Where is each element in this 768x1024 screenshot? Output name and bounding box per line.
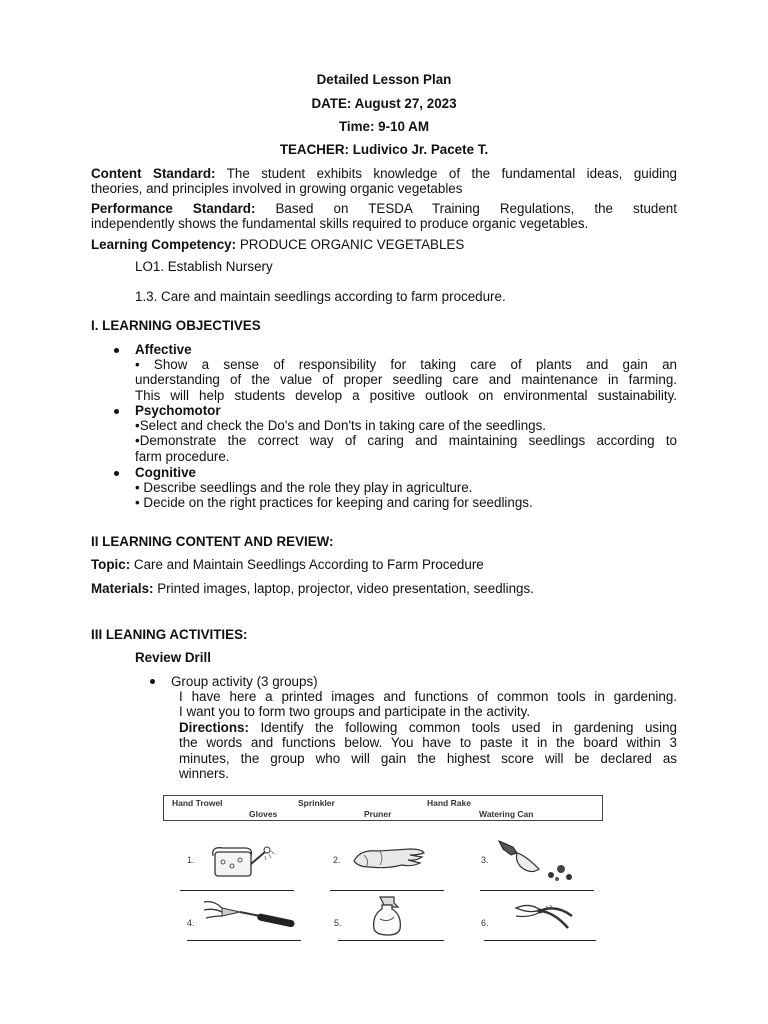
learning-competency-label: Learning Competency:: [91, 237, 237, 252]
item-number-2: 2.: [333, 855, 341, 865]
content-heading: II LEARNING CONTENT AND REVIEW:: [91, 534, 334, 549]
materials-text: Printed images, laptop, projector, video presentation, seedlings.: [157, 581, 534, 596]
item-number-6: 6.: [481, 918, 489, 928]
teacher-line: TEACHER: Ludivico Jr. Pacete T.: [279, 142, 489, 157]
affective-text: [135, 357, 677, 403]
affective-line-3: This will help students develop a positive outlook on environmental sustainability.: [135, 387, 677, 403]
watering-can-icon: [205, 838, 275, 883]
activities-heading: III LEANING ACTIVITIES:: [91, 627, 248, 642]
objectives-heading: I. LEARNING OBJECTIVES: [91, 318, 261, 333]
directions-line-1: Identify the following common tools used in gardening using: [260, 719, 677, 735]
item-number-1: 1.: [187, 855, 195, 865]
topic-label: Topic:: [91, 557, 131, 572]
content-standard-text-2: theories, and principles involved in growing organic vegetables: [91, 181, 463, 197]
psychomotor-bullet: [114, 409, 119, 414]
psychomotor-line-1: •Select and check the Do's and Don'ts in taking care of the seedlings.: [135, 418, 547, 433]
tool-word-pruner: Pruner: [364, 809, 392, 819]
affective-bullet: [114, 348, 119, 353]
lo1-3-text: 1.3. Care and maintain seedlings according to farm procedure.: [135, 289, 506, 304]
item-number-5: 5.: [334, 918, 342, 928]
group-activity-bullet: [150, 679, 155, 684]
document-title: Detailed Lesson Plan: [316, 72, 452, 87]
directions-line-2: the words and functions below. You have to paste it in the board within 3: [179, 735, 677, 751]
item-number-4: 4.: [187, 918, 195, 928]
activity-line-2: I want you to form two groups and participate in the activity.: [179, 704, 531, 720]
activity-line-1: I have here a printed images and functions of common tools in gardening.: [179, 689, 677, 704]
directions-label: Directions:: [179, 719, 249, 735]
affective-line-2: understanding of the value of proper seedling care and maintenance in farming.: [135, 372, 677, 388]
content-standard: [91, 166, 677, 197]
group-activity-text: Group activity (3 groups): [171, 674, 318, 689]
time-line: Time: 9-10 AM: [338, 119, 430, 134]
tool-word-hand-rake: Hand Rake: [427, 798, 471, 808]
learning-competency: [91, 237, 464, 252]
pruner-icon: [510, 898, 580, 936]
review-drill-heading: Review Drill: [135, 650, 211, 665]
activity-paragraph: [179, 689, 677, 781]
cognitive-text: [135, 480, 677, 511]
directions-line-3: minutes, the group who will gain the highest score will be declared as: [179, 750, 677, 766]
psychomotor-label: Psychomotor: [135, 403, 221, 418]
affective-label: Affective: [135, 342, 192, 357]
tool-word-hand-trowel: Hand Trowel: [172, 798, 223, 808]
date-line: DATE: August 27, 2023: [311, 96, 457, 111]
answer-line-4[interactable]: [187, 940, 301, 941]
content-standard-text-1: The student exhibits knowledge of the fundamental ideas, guiding: [226, 166, 678, 181]
answer-line-6[interactable]: [484, 940, 596, 941]
materials-line: [91, 581, 534, 596]
topic-text: Care and Maintain Seedlings According to Farm Procedure: [133, 557, 484, 572]
cognitive-bullet: [114, 471, 119, 476]
affective-line-1: • Show a sense of responsibility for taking care of plants and gain an: [135, 357, 677, 372]
lo1-text: LO1. Establish Nursery: [135, 259, 273, 274]
hand-rake-icon: [200, 898, 300, 938]
tool-word-watering-can: Watering Can: [479, 809, 534, 819]
answer-line-1[interactable]: [180, 890, 294, 891]
hand-trowel-icon: [495, 835, 590, 885]
materials-label: Materials:: [91, 581, 154, 596]
cognitive-line-2: • Decide on the right practices for keeping and caring for seedlings.: [135, 495, 533, 511]
sprinkler-icon: [368, 895, 408, 940]
tool-word-gloves: Gloves: [249, 809, 278, 819]
gloves-icon: [350, 843, 430, 873]
tool-word-sprinkler: Sprinkler: [298, 798, 335, 808]
item-number-3: 3.: [481, 855, 489, 865]
learning-competency-text: PRODUCE ORGANIC VEGETABLES: [239, 237, 465, 252]
answer-line-5[interactable]: [338, 940, 444, 941]
psychomotor-text: [135, 418, 677, 464]
performance-standard-text-2: independently shows the fundamental skills required to produce organic vegetables.: [91, 216, 589, 232]
tools-word-box: [163, 795, 603, 821]
answer-line-2[interactable]: [330, 890, 444, 891]
performance-standard-text-1: Based on TESDA Training Regulations, the student: [275, 201, 677, 216]
cognitive-label: Cognitive: [135, 465, 197, 480]
content-standard-label: Content Standard:: [91, 166, 216, 181]
performance-standard-label: Performance Standard:: [91, 201, 256, 216]
cognitive-line-1: • Describe seedlings and the role they play in agriculture.: [135, 480, 473, 495]
psychomotor-line-3: farm procedure.: [135, 448, 230, 464]
topic-line: [91, 557, 484, 572]
performance-standard: [91, 201, 677, 232]
directions-line-4: winners.: [179, 766, 229, 782]
psychomotor-line-2: •Demonstrate the correct way of caring and maintaining seedlings according to: [135, 433, 677, 449]
answer-line-3[interactable]: [480, 890, 594, 891]
